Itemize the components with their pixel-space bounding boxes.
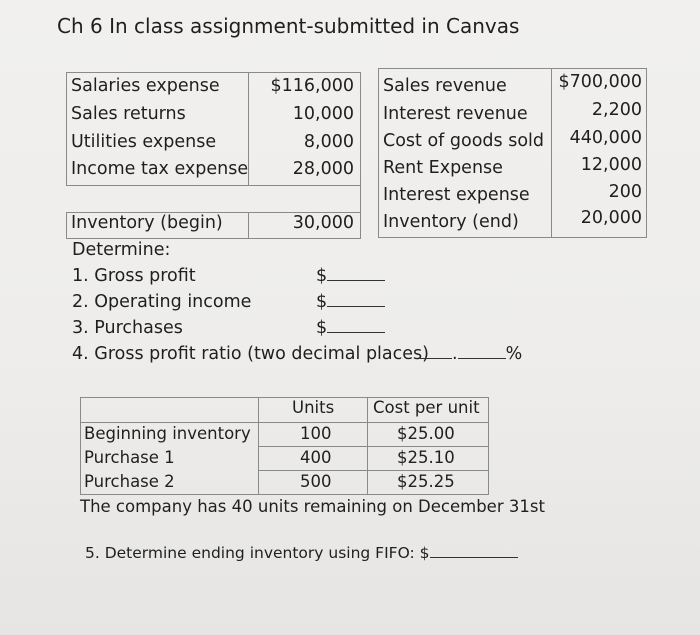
right-row-label: Interest revenue <box>383 104 528 124</box>
currency-sign: $ <box>419 544 430 562</box>
column-header-units: Units <box>292 398 335 417</box>
currency-sign: $ <box>316 292 328 312</box>
right-row-label: Cost of goods sold <box>383 131 545 151</box>
left-row-label: Utilities expense <box>71 132 217 152</box>
right-row-label: Sales revenue <box>383 76 507 96</box>
inventory-begin-label: Inventory (begin) <box>71 213 223 233</box>
table-row-label: Beginning inventory <box>84 424 251 443</box>
right-row-value: 440,000 <box>569 128 642 148</box>
percent-sign: % <box>505 344 523 364</box>
right-row-label: Inventory (end) <box>383 212 519 232</box>
fifo-question-label: 5. Determine ending inventory using FIFO: <box>85 544 415 562</box>
inventory-begin-value: 30,000 <box>292 213 354 233</box>
answer-blank-operating-income <box>316 292 385 312</box>
decimal-point: . <box>452 344 458 364</box>
table-row-label: Purchase 2 <box>84 472 175 491</box>
left-row-label: Income tax expense <box>71 159 249 179</box>
remaining-units-note: The company has 40 units remaining on December 31st <box>80 497 545 516</box>
determine-heading: Determine: <box>72 240 171 260</box>
table-row-units: 100 <box>300 424 332 443</box>
right-row-value: 2,200 <box>591 100 642 120</box>
table-row-label: Purchase 1 <box>84 448 175 467</box>
right-row-label: Rent Expense <box>383 158 503 178</box>
left-row-label: Salaries expense <box>71 76 220 96</box>
right-row-label: Interest expense <box>383 185 530 205</box>
question-fifo-ending-inventory <box>85 544 518 562</box>
left-row-value: 10,000 <box>292 104 354 124</box>
column-header-cost: Cost per unit <box>373 398 480 417</box>
page-title: Ch 6 In class assignment-submitted in Canvas <box>57 14 520 38</box>
left-row-value: 28,000 <box>292 159 354 179</box>
table-row-cost: $25.25 <box>397 472 455 491</box>
question-gross-profit-ratio: 4. Gross profit ratio (two decimal places) <box>72 344 429 364</box>
answer-blank-gross-profit <box>316 266 385 286</box>
currency-sign: $ <box>316 266 328 286</box>
left-row-label: Sales returns <box>71 104 186 124</box>
table-row-cost: $25.10 <box>397 448 455 467</box>
answer-blank-gross-profit-ratio <box>420 344 522 364</box>
right-row-value: 12,000 <box>580 155 642 175</box>
table-row-units: 500 <box>300 472 332 491</box>
answer-blank-purchases <box>316 318 385 338</box>
question-purchases: 3. Purchases <box>72 318 183 338</box>
right-row-value: 20,000 <box>580 208 642 228</box>
table-row-cost: $25.00 <box>397 424 455 443</box>
left-row-value: 8,000 <box>303 132 354 152</box>
currency-sign: $ <box>316 318 328 338</box>
left-row-value: $116,000 <box>270 76 354 96</box>
question-operating-income: 2. Operating income <box>72 292 252 312</box>
table-row-units: 400 <box>300 448 332 467</box>
right-row-value: 200 <box>608 182 642 202</box>
right-row-value: $700,000 <box>558 72 642 92</box>
question-gross-profit: 1. Gross profit <box>72 266 196 286</box>
